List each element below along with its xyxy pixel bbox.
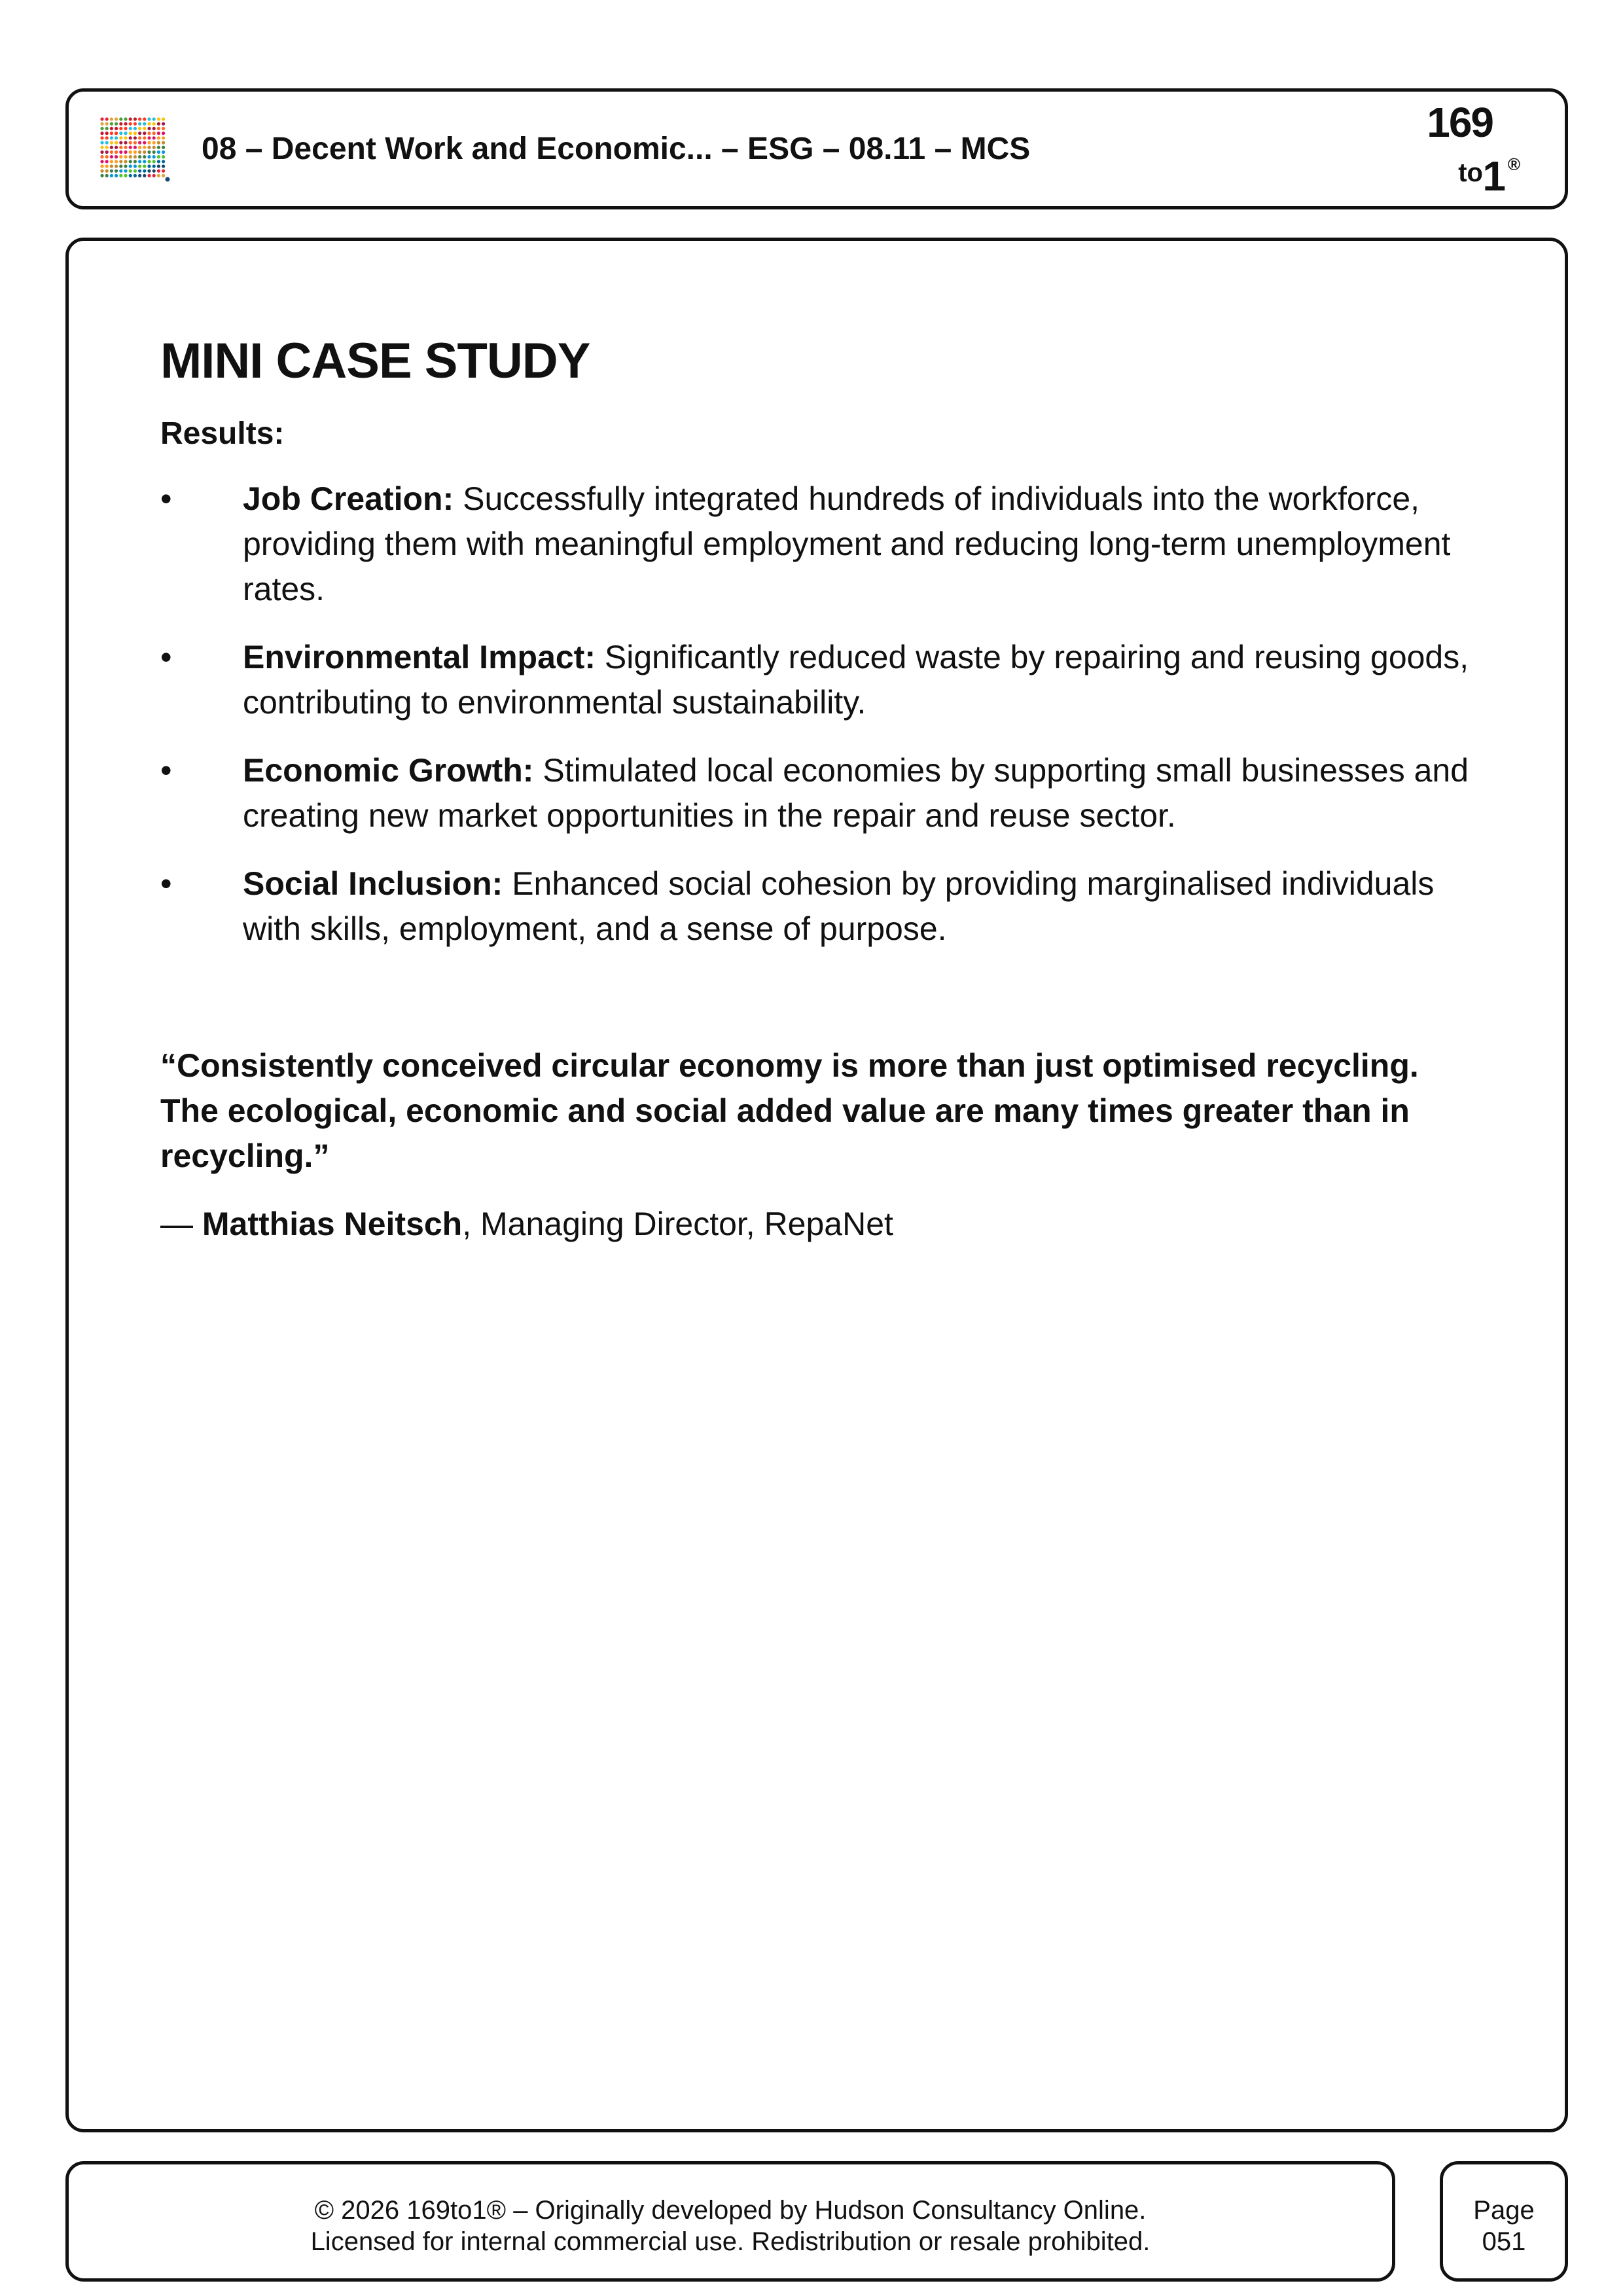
logo-dot: [115, 164, 118, 168]
logo-dot: [129, 170, 132, 173]
logo-dot: [115, 155, 118, 158]
logo-dot: [157, 117, 160, 120]
logo-dot: [119, 164, 122, 168]
logo-dot: [134, 146, 137, 149]
logo-dot: [134, 127, 137, 130]
logo-dot: [119, 170, 122, 173]
result-term: Job Creation:: [243, 480, 454, 517]
logo-dot: [110, 122, 113, 126]
logo-dot: [134, 141, 137, 144]
logo-dot: [115, 151, 118, 154]
logo-dot: [110, 117, 113, 120]
logo-dot: [152, 174, 156, 177]
logo-dot: [110, 136, 113, 139]
logo-dot: [119, 151, 122, 154]
logo-dot: [152, 132, 156, 135]
logo-dot: [152, 151, 156, 154]
logo-dot: [129, 127, 132, 130]
logo-dot: [143, 174, 146, 177]
logo-dot: [143, 155, 146, 158]
logo-dot: [157, 174, 160, 177]
logo-dot: [134, 132, 137, 135]
logo-dot: [110, 141, 113, 144]
logo-dot: [152, 155, 156, 158]
logo-dot: [143, 146, 146, 149]
page-number-box: [1440, 2161, 1568, 2282]
logo-dot: [115, 132, 118, 135]
main-panel: [65, 238, 1568, 2132]
logo-dot: [110, 174, 113, 177]
copyright-line: © 2026 169to1® – Originally developed by Hudson Consultancy Online.: [314, 2196, 1147, 2225]
logo-dot: [105, 136, 109, 139]
logo-dot: [100, 155, 103, 158]
logo-dot: [100, 117, 103, 120]
brand-registered-mark: ®: [1507, 154, 1520, 174]
logo-dot: [110, 127, 113, 130]
logo-dot: [129, 164, 132, 168]
list-item: [160, 635, 1473, 725]
logo-dot: [110, 164, 113, 168]
logo-dot: [143, 151, 146, 154]
logo-dot: [157, 141, 160, 144]
quote-attribution: [160, 1202, 1482, 1247]
logo-dot: [115, 117, 118, 120]
logo-dot: [162, 141, 165, 144]
list-item: [160, 476, 1473, 612]
result-text: Enhanced social cohesion by providing marginalised individuals with skills, employment, and a sense of purpose.: [243, 865, 1435, 947]
logo-dot: [100, 136, 103, 139]
logo-dot: [129, 160, 132, 163]
logo-dot: [100, 164, 103, 168]
page-number: 051: [1482, 2227, 1526, 2256]
logo-dot: [115, 170, 118, 173]
logo-dot: [105, 122, 109, 126]
case-study-content: [160, 332, 1482, 1247]
results-list: [160, 476, 1482, 952]
logo-dot: [157, 146, 160, 149]
attribution-dash: —: [160, 1206, 202, 1242]
logo-dot: [152, 170, 156, 173]
results-heading: Results:: [160, 416, 285, 451]
logo-dot: [129, 132, 132, 135]
logo-dot: [162, 127, 165, 130]
brand-mark: [1414, 92, 1565, 206]
logo-dot: [119, 146, 122, 149]
logo-dot: [152, 141, 156, 144]
logo-dot: [162, 122, 165, 126]
logo-dot: [162, 151, 165, 154]
logo-dot: [119, 132, 122, 135]
logo-dot: [124, 122, 127, 126]
logo-dot: [124, 141, 127, 144]
logo-dot: [124, 146, 127, 149]
logo-dot: [105, 127, 109, 130]
logo-dot: [134, 151, 137, 154]
logo-dot: [147, 155, 151, 158]
logo-dot: [115, 141, 118, 144]
logo-dot: [143, 170, 146, 173]
logo-dot: [134, 122, 137, 126]
list-item: [160, 861, 1473, 952]
logo-dot: [157, 122, 160, 126]
logo-dot: [147, 170, 151, 173]
logo-dot: [138, 141, 141, 144]
logo-dot: [100, 151, 103, 154]
logo-dot: [147, 141, 151, 144]
list-item: [160, 748, 1473, 838]
logo-dot: [119, 155, 122, 158]
logo-dot: [147, 174, 151, 177]
logo-dot: [138, 117, 141, 120]
logo-dot: [129, 136, 132, 139]
license-line: Licensed for internal commercial use. Redistribution or resale prohibited.: [310, 2227, 1150, 2256]
quote: “Consistently conceived circular economy is more than just optimised recycling. The ecological, economic and social added value are many times greater than in recycling.”: [160, 1047, 1419, 1174]
result-text: Stimulated local economies by supporting small businesses and creating new market opportunities in the repair and reuse sector.: [243, 752, 1469, 834]
result-term: Social Inclusion:: [243, 865, 503, 902]
logo-dot: [147, 136, 151, 139]
logo-dot: [152, 164, 156, 168]
logo-dot: [157, 136, 160, 139]
bullet-icon: •: [160, 480, 172, 517]
logo-dot: [129, 174, 132, 177]
logo-accent-dot: [166, 177, 170, 182]
logo-dot: [157, 170, 160, 173]
logo-dot: [162, 146, 165, 149]
logo-dot: [119, 160, 122, 163]
logo-dot: [134, 160, 137, 163]
logo-dot: [162, 136, 165, 139]
logo-dot: [147, 146, 151, 149]
logo-dot: [124, 155, 127, 158]
result-term: Economic Growth:: [243, 752, 534, 789]
logo-dot: [152, 127, 156, 130]
logo-dot: [138, 136, 141, 139]
logo-dot: [162, 174, 165, 177]
logo-dot: [147, 132, 151, 135]
logo-dot: [119, 174, 122, 177]
logo-dot: [134, 136, 137, 139]
logo-dot: [143, 141, 146, 144]
logo-dot: [105, 141, 109, 144]
footer-text: [69, 2195, 1392, 2257]
logo-dot: [124, 174, 127, 177]
logo-dot: [143, 136, 146, 139]
logo-dot: [138, 146, 141, 149]
logo-dot: [147, 117, 151, 120]
result-text: Successfully integrated hundreds of individuals into the workforce, providing them with meaningful employment and reducing long-term unemployment rates.: [243, 480, 1451, 607]
logo-dot: [100, 146, 103, 149]
logo-dot: [100, 127, 103, 130]
logo-dot: [162, 170, 165, 173]
logo-dot: [152, 122, 156, 126]
logo-dot: [129, 146, 132, 149]
logo-dot: [100, 160, 103, 163]
logo-dot: [115, 174, 118, 177]
attribution-name: Matthias Neitsch: [202, 1206, 463, 1242]
document-header: [65, 88, 1568, 209]
logo-dot: [147, 164, 151, 168]
logo-dot: [157, 127, 160, 130]
bullet-icon: •: [160, 639, 172, 675]
logo-dot: [124, 160, 127, 163]
logo-dot: [157, 164, 160, 168]
logo-dot: [143, 132, 146, 135]
logo-dot: [152, 146, 156, 149]
logo-dot: [105, 146, 109, 149]
logo-dot: [129, 155, 132, 158]
logo-dot: [157, 151, 160, 154]
logo-dot: [110, 132, 113, 135]
logo-dot: [105, 151, 109, 154]
logo-dot: [119, 136, 122, 139]
logo-dot: [134, 155, 137, 158]
logo-dot: [134, 164, 137, 168]
logo-dot: [119, 122, 122, 126]
logo-dot: [138, 122, 141, 126]
logo-dot: [105, 155, 109, 158]
brand-one: 1: [1482, 152, 1506, 200]
logo-dot: [147, 122, 151, 126]
logo-dot: [100, 170, 103, 173]
logo-dot: [134, 174, 137, 177]
logo-dot: [138, 170, 141, 173]
logo-dot: [105, 132, 109, 135]
logo-dot: [100, 174, 103, 177]
colored-dot-grid-logo-icon: [98, 117, 170, 182]
logo-dot: [138, 127, 141, 130]
logo-dot: [134, 117, 137, 120]
logo-dot: [124, 151, 127, 154]
logo-dot: [105, 160, 109, 163]
logo-dot: [152, 117, 156, 120]
logo-dot: [138, 151, 141, 154]
logo-dot: [143, 164, 146, 168]
logo-dot: [134, 170, 137, 173]
logo-dot: [162, 132, 165, 135]
logo-dot: [129, 122, 132, 126]
logo-dot: [119, 141, 122, 144]
logo-dot: [152, 136, 156, 139]
page-indicator: [1443, 2195, 1565, 2257]
logo-dot: [105, 117, 109, 120]
logo-dot: [143, 127, 146, 130]
logo-dot: [110, 146, 113, 149]
logo-dot: [100, 132, 103, 135]
logo-dot: [138, 155, 141, 158]
logo-dot: [105, 164, 109, 168]
page-label: Page: [1473, 2196, 1535, 2225]
logo-dot: [162, 155, 165, 158]
logo-dot: [124, 170, 127, 173]
logo-dot: [147, 151, 151, 154]
logo-dot: [115, 136, 118, 139]
logo-dot: [147, 160, 151, 163]
logo-dot: [143, 160, 146, 163]
logo-dot: [138, 132, 141, 135]
logo-dot: [115, 160, 118, 163]
logo-dot: [157, 132, 160, 135]
logo-dot: [119, 117, 122, 120]
bullet-icon: •: [160, 865, 172, 902]
logo-dot: [129, 141, 132, 144]
logo-dot: [162, 117, 165, 120]
logo-dot: [115, 146, 118, 149]
logo-dot: [138, 174, 141, 177]
logo-dot: [138, 164, 141, 168]
logo-dot: [105, 170, 109, 173]
result-text: Significantly reduced waste by repairing and reusing goods, contributing to environmental sustainability.: [243, 639, 1469, 721]
logo-dot: [100, 122, 103, 126]
logo-dot: [162, 164, 165, 168]
logo-dot: [124, 136, 127, 139]
logo-dot: [129, 117, 132, 120]
logo-dot: [157, 160, 160, 163]
logo-dot: [162, 160, 165, 163]
result-term: Environmental Impact:: [243, 639, 596, 675]
logo-dot: [100, 141, 103, 144]
logo-dot: [105, 174, 109, 177]
logo-dot: [143, 122, 146, 126]
logo-dot: [147, 127, 151, 130]
brand-to: to: [1458, 158, 1483, 187]
header-title: 08 – Decent Work and Economic... – ESG – 08.11 – MCS: [202, 132, 1031, 166]
logo-dot: [129, 151, 132, 154]
footer-license: [65, 2161, 1395, 2282]
logo-dot: [119, 127, 122, 130]
logo-dot: [143, 117, 146, 120]
logo-dot: [110, 170, 113, 173]
page-title: MINI CASE STUDY: [160, 333, 590, 389]
logo-dot: [124, 164, 127, 168]
bullet-icon: •: [160, 752, 172, 789]
logo-dot: [115, 127, 118, 130]
logo-dot: [110, 151, 113, 154]
logo-dot: [157, 155, 160, 158]
logo-dot: [124, 117, 127, 120]
logo-dot: [110, 155, 113, 158]
logo-dot: [152, 160, 156, 163]
logo-dot: [124, 132, 127, 135]
logo-dot: [138, 160, 141, 163]
logo-dot: [115, 122, 118, 126]
logo-dot: [124, 127, 127, 130]
brand-number: 169: [1427, 99, 1493, 146]
attribution-role: , Managing Director, RepaNet: [462, 1206, 893, 1242]
logo-dot: [110, 160, 113, 163]
